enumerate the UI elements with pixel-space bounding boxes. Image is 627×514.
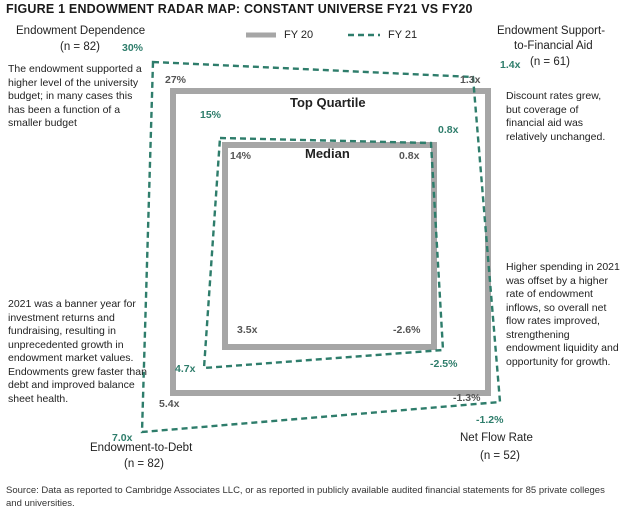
axis-label-flow: Net Flow Rate — [460, 432, 533, 444]
fy21-tq-flow-value: -1.2% — [476, 414, 504, 426]
axis-n-debt: (n = 82) — [124, 458, 164, 470]
axis-label-aid-line2: to-Financial Aid — [514, 40, 593, 52]
fy20-median-shape — [225, 145, 434, 347]
fy20-tq-debt-value: 5.4x — [159, 398, 180, 410]
axis-label-debt: Endowment-to-Debt — [90, 442, 193, 454]
legend-fy21 — [348, 29, 417, 41]
legend-fy21-swatch — [348, 31, 380, 39]
fy21-tq-aid-value: 1.4x — [500, 59, 521, 71]
axis-n-flow: (n = 52) — [480, 450, 520, 462]
fy21-median-dependence-value: 15% — [200, 109, 222, 121]
fy20-median-flow-value: -2.6% — [393, 324, 421, 336]
fy21-tq-dependence-value: 30% — [122, 42, 144, 54]
fy20-median-dependence-value: 14% — [230, 150, 252, 162]
axis-label-dependence: Endowment Dependence — [16, 25, 146, 37]
fy21-median-flow-value: -2.5% — [430, 358, 458, 370]
ring-label-median: Median — [305, 146, 350, 161]
source-note: Source: Data as reported to Cambridge Associates LLC, or as reported in publicly available audited financial statements for 85 private colleges and universities. — [6, 485, 605, 509]
legend-fy20-label: FY 20 — [284, 29, 314, 41]
figure-title: FIGURE 1 ENDOWMENT RADAR MAP: CONSTANT UNIVERSE FY21 VS FY20 — [6, 2, 473, 16]
axis-n-aid: (n = 61) — [530, 56, 570, 68]
fy20-tq-aid-value: 1.3x — [460, 74, 481, 86]
fy20-median-debt-value: 3.5x — [237, 324, 258, 336]
legend-fy20 — [246, 29, 313, 41]
note-flow: Higher spending in 2021 was offset by a higher rate of endowment inflows, so overall net flow rates improved, strengthening endowment liquidity and opportunity for growth. — [506, 261, 620, 368]
fy20-median-aid-value: 0.8x — [399, 150, 420, 162]
note-dependence: The endowment supported a higher level of the university budget; in many cases this has been a function of a smaller budget — [8, 63, 142, 129]
fy21-median-debt-value: 4.7x — [175, 363, 196, 375]
legend-fy21-label: FY 21 — [388, 29, 418, 41]
fy21-tq-debt-value: 7.0x — [112, 432, 133, 444]
legend-fy20-swatch — [246, 31, 276, 39]
note-aid: Discount rates grew, but coverage of financial aid was relatively unchanged. — [506, 90, 606, 143]
fy20-tq-dependence-value: 27% — [165, 74, 187, 86]
ring-label-top-quartile: Top Quartile — [290, 95, 366, 110]
axis-n-dependence: (n = 82) — [60, 41, 100, 53]
fy20-tq-flow-value: -1.3% — [453, 392, 481, 404]
fy21-top-quartile-shape — [142, 62, 500, 432]
axis-label-aid-line1: Endowment Support- — [497, 25, 606, 37]
note-debt: 2021 was a banner year for investment returns and fundraising, resulting in unprecedented growth in endowment market values. Endowments grew faster than debt and improved balance sheet health. — [8, 298, 147, 405]
fy21-median-aid-value: 0.8x — [438, 124, 459, 136]
